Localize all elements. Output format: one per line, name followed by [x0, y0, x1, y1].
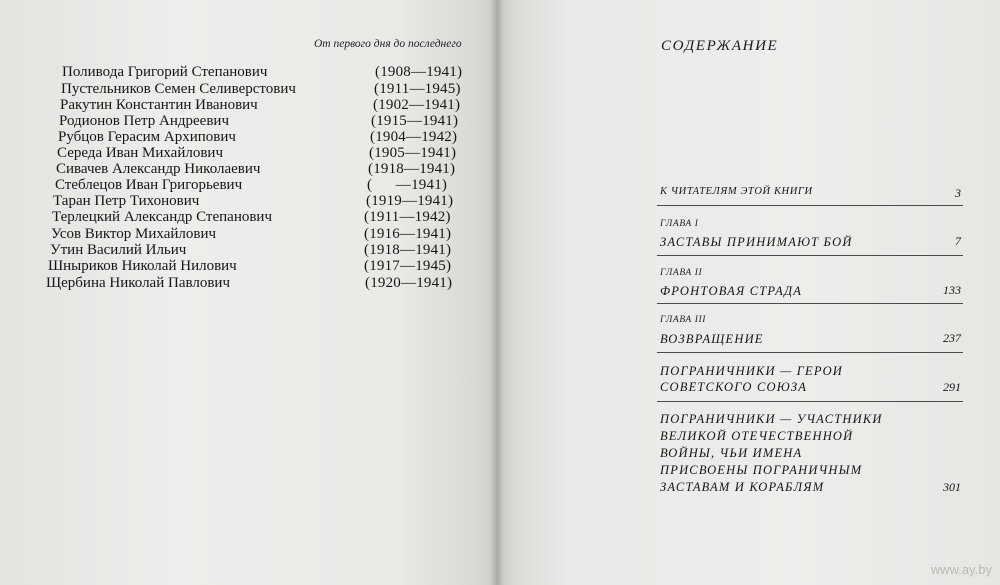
watermark: www.ay.by [930, 562, 992, 577]
life-years: (1905—1941) [369, 145, 457, 161]
section-title-line: ПОГРАНИЧНИКИ — УЧАСТНИКИ [660, 412, 883, 426]
toc-page-number: 133 [943, 283, 961, 297]
life-years: (1916—1941) [364, 226, 452, 242]
person-name: Стеблецов Иван Григорьевич [55, 177, 243, 193]
chapter-label: ГЛАВА II [660, 268, 703, 278]
chapter-label: ГЛАВА III [660, 315, 707, 325]
toc-page-number: 237 [943, 331, 961, 345]
left-page [0, 0, 497, 585]
person-name: Шныриков Николай Нилович [48, 258, 237, 274]
life-years: (1908—1941) [375, 64, 463, 80]
toc-page-number: 301 [943, 480, 961, 494]
life-years: (1918—1941) [364, 242, 452, 258]
life-years: (1915—1941) [371, 113, 459, 129]
person-name: Рубцов Герасим Архипович [58, 129, 236, 145]
life-years: (1919—1941) [366, 193, 454, 209]
chapter-title: ВОЗВРАЩЕНИЕ [660, 332, 764, 346]
life-years: (1911—1942) [364, 209, 451, 225]
person-name: Терлецкий Александр Степанович [52, 209, 272, 225]
person-name: Таран Петр Тихонович [53, 193, 200, 209]
running-header: От первого дня до последнего [314, 38, 462, 50]
life-years: (1911—1945) [374, 81, 461, 97]
divider [657, 205, 963, 206]
divider [657, 255, 963, 256]
life-years: (1920—1941) [365, 275, 453, 291]
person-name: Середа Иван Михайлович [57, 145, 223, 161]
section-title-line: ВЕЛИКОЙ ОТЕЧЕСТВЕННОЙ [660, 429, 854, 443]
person-name: Утин Василий Ильич [50, 242, 187, 258]
person-name: Усов Виктор Михайлович [51, 226, 217, 242]
chapter-label: ГЛАВА I [660, 219, 699, 229]
toc-page-number: 291 [943, 380, 961, 394]
person-name: Щербина Николай Павлович [46, 275, 231, 291]
life-years: (1917—1945) [364, 258, 452, 274]
person-name: Сивачев Александр Николаевич [56, 161, 261, 177]
names-list [0, 0, 497, 585]
section-title-line: ЗАСТАВАМ И КОРАБЛЯМ [660, 480, 825, 494]
table-of-contents [497, 0, 1000, 585]
life-years: (1902—1941) [373, 97, 461, 113]
toc-entry-intro-title: К ЧИТАТЕЛЯМ ЭТОЙ КНИГИ [660, 186, 813, 197]
person-name: Ракутин Константин Иванович [60, 97, 258, 113]
page-title: СОДЕРЖАНИЕ [661, 38, 779, 54]
toc-page-number: 3 [955, 186, 961, 200]
divider [657, 401, 963, 402]
section-title-line: ПОГРАНИЧНИКИ — ГЕРОИ [660, 364, 844, 378]
life-years: (1918—1941) [368, 161, 456, 177]
right-page [497, 0, 1000, 585]
section-title-line: ВОЙНЫ, ЧЬИ ИМЕНА [660, 446, 803, 460]
section-title-line: СОВЕТСКОГО СОЮЗА [660, 380, 808, 394]
divider [657, 352, 963, 353]
chapter-title: ФРОНТОВАЯ СТРАДА [660, 284, 803, 298]
person-name: Поливода Григорий Степанович [62, 64, 268, 80]
life-years: (1904—1942) [370, 129, 458, 145]
toc-page-number: 7 [955, 234, 961, 248]
person-name: Родионов Петр Андреевич [59, 113, 229, 129]
person-name: Пустельников Семен Селиверстович [61, 81, 296, 97]
chapter-title: ЗАСТАВЫ ПРИНИМАЮТ БОЙ [660, 235, 853, 249]
book-gutter [490, 0, 504, 585]
life-years: ( —1941) [367, 177, 448, 193]
section-title-line: ПРИСВОЕНЫ ПОГРАНИЧНЫМ [660, 463, 863, 477]
divider [657, 303, 963, 304]
